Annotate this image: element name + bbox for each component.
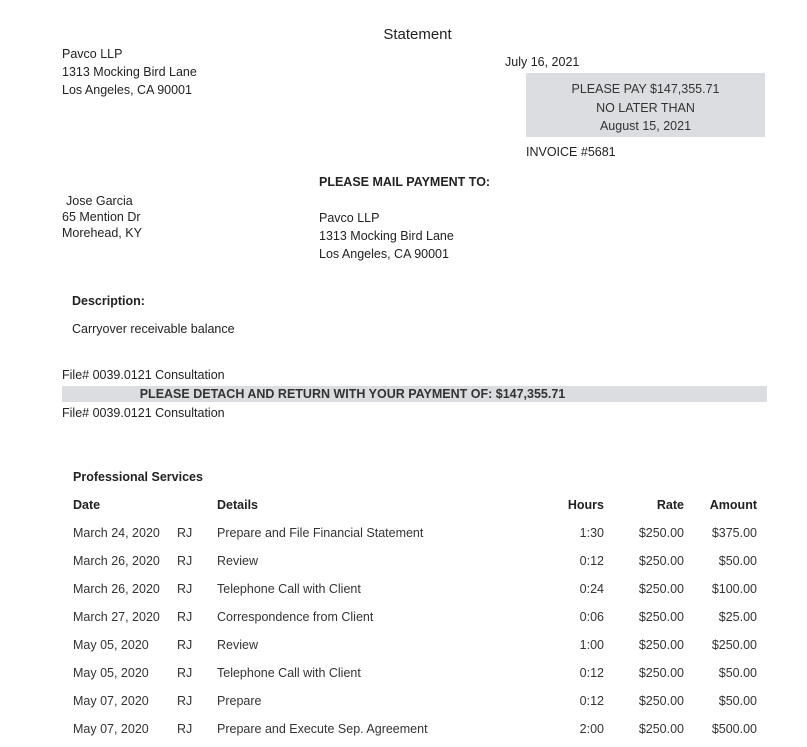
row-date: March 27, 2020 bbox=[73, 610, 160, 624]
row-date: March 26, 2020 bbox=[73, 554, 160, 568]
file-reference: File# 0039.0121 Consultation bbox=[62, 368, 225, 382]
sender-address bbox=[62, 45, 197, 99]
table-row bbox=[62, 548, 762, 576]
row-hours: 0:06 bbox=[579, 610, 604, 624]
mail-to-city: Los Angeles, CA 90001 bbox=[319, 247, 449, 261]
row-amount: $50.00 bbox=[718, 554, 757, 568]
row-amount: $50.00 bbox=[718, 694, 757, 708]
row-rate: $250.00 bbox=[638, 554, 684, 568]
row-rate: $250.00 bbox=[638, 582, 684, 596]
row-date: May 07, 2020 bbox=[73, 694, 149, 708]
file-reference-2: File# 0039.0121 Consultation bbox=[62, 406, 225, 420]
mail-payment-heading: PLEASE MAIL PAYMENT TO: bbox=[319, 175, 491, 189]
row-initials: RJ bbox=[177, 666, 193, 680]
pay-deadline-label: NO LATER THAN bbox=[596, 100, 695, 115]
row-hours: 1:30 bbox=[579, 526, 604, 540]
pay-amount-box bbox=[526, 73, 765, 137]
row-date: May 07, 2020 bbox=[73, 722, 149, 736]
description-text: Carryover receivable balance bbox=[72, 322, 235, 336]
row-details: Correspondence from Client bbox=[217, 610, 374, 624]
table-row bbox=[62, 632, 762, 660]
statement-date: July 16, 2021 bbox=[505, 55, 580, 69]
services-title: Professional Services bbox=[73, 470, 203, 484]
row-rate: $250.00 bbox=[638, 722, 684, 736]
row-details: Prepare and Execute Sep. Agreement bbox=[217, 722, 428, 736]
row-details: Prepare and File Financial Statement bbox=[217, 526, 424, 540]
row-rate: $250.00 bbox=[638, 666, 684, 680]
table-row bbox=[62, 520, 762, 548]
sender-city: Los Angeles, CA 90001 bbox=[62, 83, 192, 97]
row-hours: 2:00 bbox=[579, 722, 604, 736]
row-date: March 26, 2020 bbox=[73, 582, 160, 596]
row-amount: $50.00 bbox=[718, 666, 757, 680]
services-table bbox=[62, 470, 762, 744]
row-rate: $250.00 bbox=[638, 638, 684, 652]
row-date: March 24, 2020 bbox=[73, 526, 160, 540]
recipient-city: Morehead, KY bbox=[62, 226, 142, 240]
detach-text: PLEASE DETACH AND RETURN WITH YOUR PAYMENT OF: $147,355.71 bbox=[139, 387, 566, 401]
row-details: Prepare bbox=[217, 694, 262, 708]
table-row bbox=[62, 688, 762, 716]
row-hours: 1:00 bbox=[579, 638, 604, 652]
mail-to-street: 1313 Mocking Bird Lane bbox=[319, 229, 454, 243]
mail-to-name: Pavco LLP bbox=[319, 211, 380, 225]
row-initials: RJ bbox=[177, 638, 193, 652]
invoice-number: INVOICE #5681 bbox=[526, 145, 616, 159]
row-hours: 0:24 bbox=[579, 582, 604, 596]
row-rate: $250.00 bbox=[638, 526, 684, 540]
header-hours: Hours bbox=[567, 498, 604, 512]
row-rate: $250.00 bbox=[638, 694, 684, 708]
row-initials: RJ bbox=[177, 722, 193, 736]
row-amount: $100.00 bbox=[711, 582, 757, 596]
services-section-title bbox=[62, 470, 762, 492]
recipient-address bbox=[62, 193, 142, 241]
row-initials: RJ bbox=[177, 610, 193, 624]
detach-bar bbox=[62, 386, 767, 402]
row-amount: $375.00 bbox=[711, 526, 757, 540]
header-details: Details bbox=[217, 498, 258, 512]
row-initials: RJ bbox=[177, 582, 193, 596]
row-initials: RJ bbox=[177, 526, 193, 540]
row-details: Review bbox=[217, 638, 258, 652]
row-details: Review bbox=[217, 554, 258, 568]
table-row bbox=[62, 604, 762, 632]
row-date: May 05, 2020 bbox=[73, 666, 149, 680]
row-details: Telephone Call with Client bbox=[217, 582, 361, 596]
row-hours: 0:12 bbox=[579, 666, 604, 680]
row-amount: $25.00 bbox=[718, 610, 757, 624]
row-hours: 0:12 bbox=[579, 694, 604, 708]
mail-to-address bbox=[319, 209, 454, 263]
table-row bbox=[62, 660, 762, 688]
recipient-name: Jose Garcia bbox=[66, 194, 133, 208]
row-hours: 0:12 bbox=[579, 554, 604, 568]
header-rate: Rate bbox=[656, 498, 684, 512]
row-details: Telephone Call with Client bbox=[217, 666, 361, 680]
table-header-row bbox=[62, 492, 762, 520]
header-date: Date bbox=[73, 498, 101, 512]
pay-amount-line: PLEASE PAY $147,355.71 bbox=[571, 82, 720, 96]
sender-street: 1313 Mocking Bird Lane bbox=[62, 65, 197, 79]
row-rate: $250.00 bbox=[638, 610, 684, 624]
description-label: Description: bbox=[72, 294, 145, 308]
page-title: Statement bbox=[383, 26, 452, 43]
row-initials: RJ bbox=[177, 554, 193, 568]
header-amount: Amount bbox=[709, 498, 757, 512]
row-amount: $500.00 bbox=[711, 722, 757, 736]
sender-name: Pavco LLP bbox=[62, 47, 123, 61]
row-amount: $250.00 bbox=[711, 638, 757, 652]
row-date: May 05, 2020 bbox=[73, 638, 149, 652]
table-row bbox=[62, 576, 762, 604]
recipient-street: 65 Mention Dr bbox=[62, 210, 141, 224]
row-initials: RJ bbox=[177, 694, 193, 708]
table-row bbox=[62, 716, 762, 744]
pay-deadline-date: August 15, 2021 bbox=[599, 119, 692, 133]
